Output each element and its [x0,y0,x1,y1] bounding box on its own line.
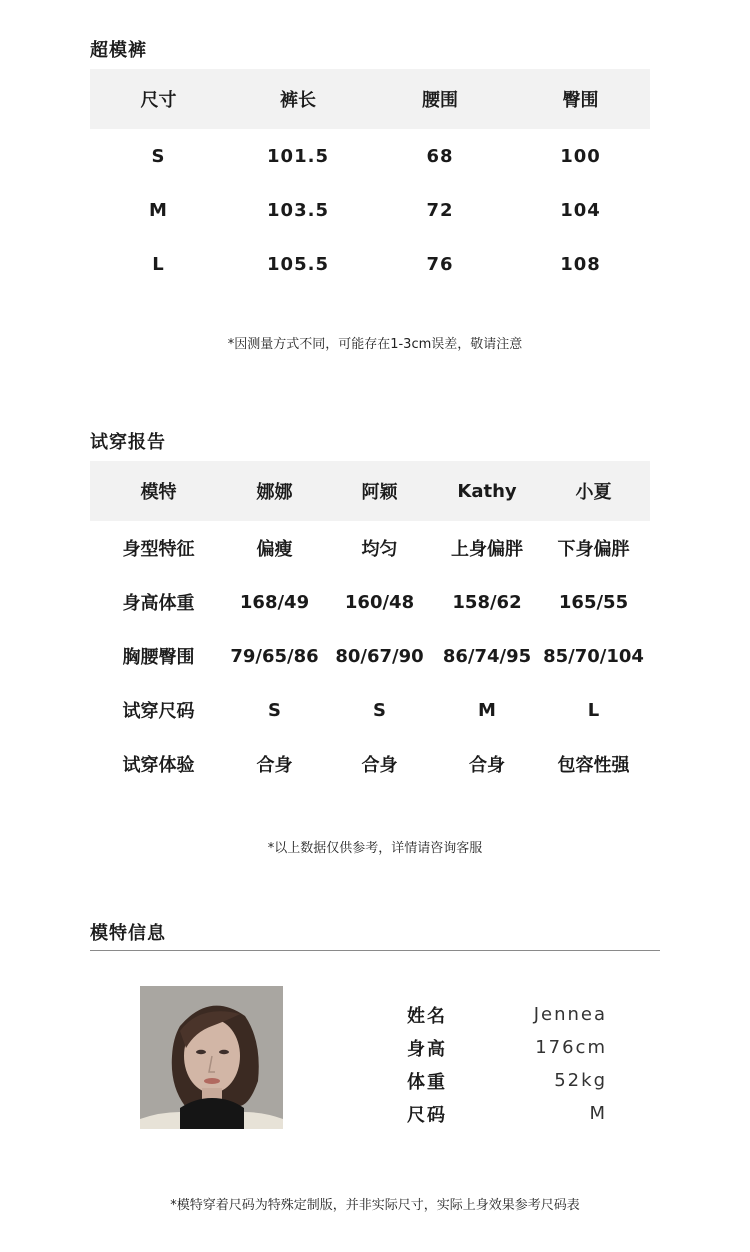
table-row [90,129,650,183]
waist-cell: 68 [426,145,454,167]
table-row [90,183,650,237]
header-size: 尺寸 [90,69,227,129]
name-value: Jennea [533,1004,607,1025]
cell: M [478,699,496,721]
header-waist: 腰围 [369,69,511,129]
cell: 168/49 [239,591,310,613]
length-cell: 105.5 [267,253,329,275]
hip-cell: 100 [560,145,601,167]
info-row-weight [407,1064,607,1097]
try-note: *以上数据仅供参考，详情请咨询客服 [267,841,483,856]
cell: 85/70/104 [543,645,644,667]
cell: 86/74/95 [442,645,532,667]
model-portrait-image [140,986,283,1129]
size-note: *因测量方式不同，可能存在1-3cm误差，敬请注意 [227,337,523,352]
length-cell: 103.5 [267,199,329,221]
header-model-3: Kathy [437,461,537,521]
cell: 上身偏胖 [451,539,523,560]
cell: 均匀 [361,539,398,560]
section-divider [90,950,660,951]
model-info [407,998,607,1130]
try-table [90,461,650,791]
row-label: 身高体重 [122,593,195,614]
height-label: 身高 [407,1038,447,1060]
row-label: 试穿体验 [122,755,195,776]
cell: 160/48 [344,591,415,613]
cell: 包容性强 [557,755,630,776]
row-label: 试穿尺码 [122,701,195,722]
length-cell: 101.5 [267,145,329,167]
header-model-4: 小夏 [537,461,650,521]
table-row [90,629,650,683]
cell: 合身 [256,755,293,776]
header-model-1: 娜娜 [227,461,322,521]
try-section-title: 试穿报告 [90,432,166,453]
cell: 偏瘦 [256,539,293,560]
cell: S [373,699,386,721]
table-row [90,521,650,575]
cell: 合身 [361,755,398,776]
info-row-name [407,998,607,1031]
size-cell: S [151,145,166,167]
row-label: 身型特征 [122,539,195,560]
cell: L [587,699,600,721]
weight-label: 体重 [407,1071,447,1093]
header-hip: 臀围 [511,69,650,129]
cell: 79/65/86 [230,645,319,667]
table-row [90,575,650,629]
hip-cell: 104 [560,199,601,221]
name-label: 姓名 [407,1005,447,1027]
cell: 合身 [469,755,505,776]
waist-cell: 76 [426,253,454,275]
cell: S [268,699,281,721]
row-label: 胸腰臀围 [122,647,195,668]
try-table-header [90,461,650,521]
size-table-header [90,69,650,129]
model-note: *模特穿着尺码为特殊定制版，并非实际尺寸，实际上身效果参考尺码表 [170,1198,580,1213]
header-model-2: 阿颖 [322,461,437,521]
size-section-title: 超模裤 [90,40,147,61]
cell: 下身偏胖 [557,539,630,560]
model-photo [140,986,283,1129]
hip-cell: 108 [560,253,601,275]
cell: 80/67/90 [335,645,424,667]
header-length: 裤长 [227,69,369,129]
cell: 165/55 [558,591,629,613]
table-row [90,683,650,737]
size-cell: L [152,253,165,275]
table-row [90,237,650,291]
weight-value: 52kg [554,1070,607,1091]
waist-cell: 72 [426,199,454,221]
height-value: 176cm [535,1037,607,1058]
info-row-size [407,1097,607,1130]
info-row-height [407,1031,607,1064]
size-value: M [589,1103,607,1124]
size-label: 尺码 [407,1104,447,1126]
model-section-title: 模特信息 [90,923,166,944]
header-model: 模特 [90,461,227,521]
table-row [90,737,650,791]
size-table [90,69,650,291]
size-cell: M [149,199,168,221]
cell: 158/62 [452,591,522,613]
